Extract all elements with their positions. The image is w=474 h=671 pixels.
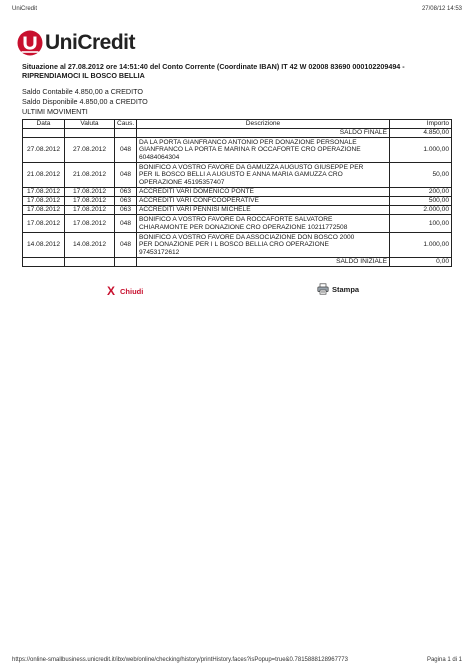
row-description-line: PER DONAZIONE PER I L BOSCO BELLIA CRO OPERAZIONE [139, 241, 329, 249]
row-description [137, 138, 390, 163]
col-header-data: Data [23, 120, 65, 129]
row-date: 17.08.2012 [23, 206, 65, 215]
movements-table [22, 119, 452, 267]
unicredit-logo-icon [17, 30, 43, 56]
row-description [137, 206, 390, 215]
table-row [23, 197, 452, 206]
unicredit-logo [17, 30, 135, 56]
saldo-finale-row [23, 129, 452, 138]
saldo-iniziale-row [23, 258, 452, 267]
row-date: 17.08.2012 [23, 197, 65, 206]
col-header-caus: Caus. [115, 120, 137, 129]
row-amount: 50,00 [390, 163, 452, 188]
print-header-title: UniCredit [12, 6, 38, 12]
row-amount: 1.000,00 [390, 138, 452, 163]
table-row [23, 233, 452, 258]
print-button-label: Stampa [332, 284, 360, 294]
col-header-importo: Importo [390, 120, 452, 129]
table-header-row [23, 120, 452, 129]
row-description [137, 215, 390, 233]
row-caus: 063 [115, 188, 137, 197]
row-description-line: ACCREDITI VARI CONFCOOPERATIVE [139, 197, 259, 205]
print-footer-page: Pagina 1 di 1 [426, 657, 462, 663]
col-header-valuta: Valuta [65, 120, 115, 129]
logo-text: UniCredit [45, 31, 135, 54]
row-description [137, 233, 390, 258]
row-amount: 2.000,00 [390, 206, 452, 215]
row-description [137, 188, 390, 197]
row-amount: 1.000,00 [390, 233, 452, 258]
table-row [23, 215, 452, 233]
row-description-line: OPERAZIONE 45195357407 [139, 178, 225, 186]
table-row [23, 138, 452, 163]
close-icon: X [107, 284, 116, 298]
account-situation: Situazione al 27.08.2012 ore 14:51:40 del Conto Corrente (Coordinate IBAN) IT 42 W 02008 83690 000102209494 - RIPRENDIAMOCI IL BOSCO BELLIA [22, 62, 405, 80]
row-amount: 100,00 [390, 215, 452, 233]
row-date: 14.08.2012 [23, 233, 65, 258]
table-row [23, 206, 452, 215]
row-caus: 048 [115, 163, 137, 188]
print-header [12, 6, 462, 16]
row-valuta: 17.08.2012 [65, 206, 115, 215]
row-valuta: 14.08.2012 [65, 233, 115, 258]
row-description-line: BONIFICO A VOSTRO FAVORE DA ASSOCIAZIONE DON BOSCO 2000 [139, 233, 355, 241]
row-amount: 200,00 [390, 188, 452, 197]
row-date: 27.08.2012 [23, 138, 65, 163]
row-description-line: BONIFICO A VOSTRO FAVORE DA GAMUZZA AUGUSTO GIUSEPPE PER [139, 163, 364, 171]
row-description-line: ACCREDITI VARI DOMENICO PONTE [139, 188, 254, 196]
row-valuta: 21.08.2012 [65, 163, 115, 188]
row-description-line: GIANFRANCO LA PORTA E MARINA R OCCAFORTE CRO OPERAZIONE [139, 146, 361, 154]
row-description-line: PER IL BOSCO BELLI A AUGUSTO E ANNA MARIA GAMUZZA CRO [139, 171, 343, 179]
saldo-contabile: Saldo Contabile 4.850,00 a CREDITO [22, 87, 143, 96]
print-button[interactable] [317, 283, 359, 295]
print-header-timestamp: 27/08/12 14:53 [421, 6, 462, 12]
row-valuta: 27.08.2012 [65, 138, 115, 163]
saldo-finale-label: SALDO FINALE [137, 129, 390, 138]
printer-icon [317, 283, 329, 295]
row-valuta: 17.08.2012 [65, 197, 115, 206]
row-caus: 048 [115, 138, 137, 163]
row-valuta: 17.08.2012 [65, 188, 115, 197]
row-caus: 063 [115, 206, 137, 215]
ultimi-movimenti-label: ULTIMI MOVIMENTI [22, 107, 88, 116]
saldo-disponibile: Saldo Disponibile 4.850,00 a CREDITO [22, 97, 148, 106]
saldo-iniziale-amount: 0,00 [390, 258, 452, 267]
row-description-line: BONIFICO A VOSTRO FAVORE DA ROCCAFORTE SALVATORE [139, 216, 333, 223]
col-header-descrizione: Descrizione [137, 120, 390, 129]
row-description [137, 197, 390, 206]
close-button-label: Chiudi [120, 286, 144, 296]
table-row [23, 188, 452, 197]
close-button[interactable] [107, 284, 143, 298]
saldo-finale-amount: 4.850,00 [390, 129, 452, 138]
row-date: 17.08.2012 [23, 215, 65, 233]
row-valuta: 17.08.2012 [65, 215, 115, 233]
row-description-line: CHIARAMONTE PER DONAZIONE CRO OPERAZIONE 10211772508 [139, 223, 348, 231]
row-date: 17.08.2012 [23, 188, 65, 197]
table-row [23, 163, 452, 188]
row-amount: 500,00 [390, 197, 452, 206]
print-footer-url: https://online-smallbusiness.unicredit.it/ibx/web/online/checking/history/printHistory.faces?isPopup=true&0.7815888128967773 [12, 657, 348, 663]
row-caus: 048 [115, 233, 137, 258]
row-description-line: DA LA PORTA GIANFRANCO ANTONIO PER DONAZIONE PERSONALE [139, 138, 357, 146]
row-date: 21.08.2012 [23, 163, 65, 188]
saldo-iniziale-label: SALDO INIZIALE [137, 258, 390, 267]
row-description-line: 60484064304 [139, 153, 180, 161]
row-caus: 048 [115, 215, 137, 233]
row-description [137, 163, 390, 188]
row-description-line: 97453172612 [139, 248, 180, 256]
row-caus: 063 [115, 197, 137, 206]
row-description-line: ACCREDITI VARI PENNISI MICHELE [139, 206, 251, 214]
